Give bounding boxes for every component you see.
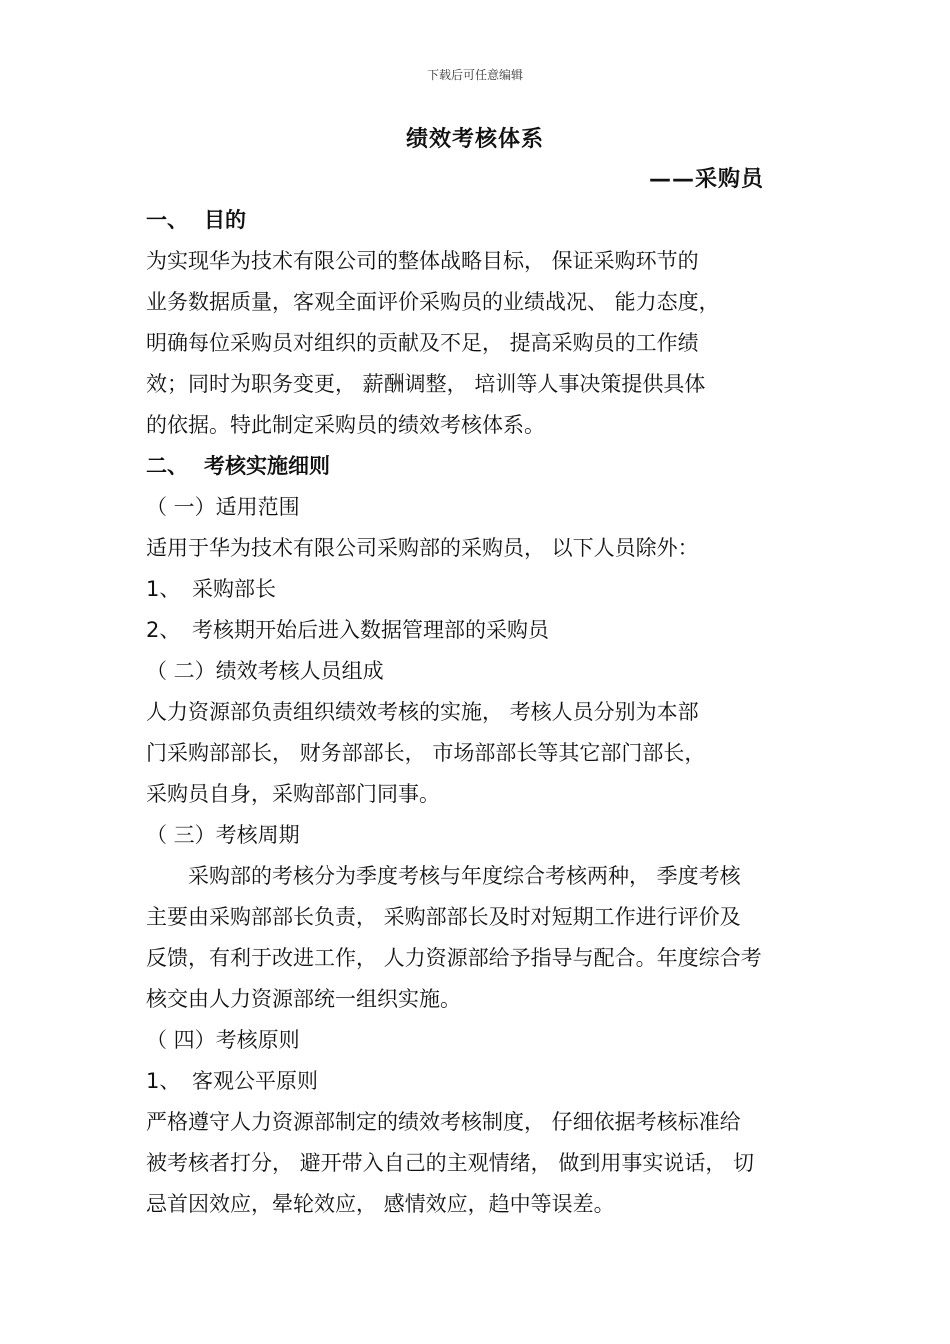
paragraph-line: 忌首因效应，晕轮效应， 感情效应，趋中等误差。: [146, 1192, 615, 1216]
paragraph-line: 反馈，有利于改进工作， 人力资源部给予指导与配合。年度综合考: [146, 946, 762, 970]
list-number: 1、: [146, 577, 181, 601]
document-title: 绩效考核体系: [405, 127, 544, 152]
list-item: [146, 610, 810, 651]
period-paragraph: [146, 856, 810, 1020]
download-note: 下载后可任意编辑: [426, 68, 523, 82]
subsection-heading-period: （ 三）考核周期: [146, 823, 300, 847]
paragraph-line: 主要由采购部部长负责， 采购部部长及时对短期工作进行评价及: [146, 905, 741, 929]
section-heading-implementation: [146, 446, 810, 487]
paragraph-line: 人力资源部负责组织绩效考核的实施， 考核人员分别为本部: [146, 700, 699, 724]
scope-intro: 适用于华为技术有限公司采购部的采购员， 以下人员除外：: [146, 536, 699, 560]
section-number: 二、: [146, 454, 188, 478]
document-body: [146, 200, 810, 1225]
principles-paragraph: [146, 1102, 810, 1225]
section-title: 考核实施细则: [204, 454, 330, 478]
paragraph-line: 为实现华为技术有限公司的整体战略目标， 保证采购环节的: [146, 249, 699, 273]
list-item: [146, 569, 810, 610]
list-text: 客观公平原则: [192, 1069, 318, 1093]
subsection-heading-scope: （ 一）适用范围: [146, 495, 300, 519]
paragraph-line: 明确每位采购员对组织的贡献及不足， 提高采购员的工作绩: [146, 331, 699, 355]
paragraph-line: 的依据。特此制定采购员的绩效考核体系。: [146, 413, 545, 437]
paragraph-line: 效；同时为职务变更， 薪酬调整， 培训等人事决策提供具体: [146, 372, 706, 396]
section-number: 一、: [146, 208, 188, 232]
list-number: 1、: [146, 1069, 181, 1093]
paragraph-line: 严格遵守人力资源部制定的绩效考核制度， 仔细依据考核标准给: [146, 1110, 741, 1134]
list-number: 2、: [146, 618, 181, 642]
paragraph-line: 采购部的考核分为季度考核与年度综合考核两种， 季度考核: [188, 864, 741, 888]
paragraph-line: 核交由人力资源部统一组织实施。: [146, 987, 461, 1011]
paragraph-line: 业务数据质量，客观全面评价采购员的业绩战况、 能力态度，: [146, 290, 720, 314]
list-text: 采购部长: [192, 577, 276, 601]
list-item: [146, 1061, 810, 1102]
purpose-paragraph: [146, 241, 810, 446]
section-title: 目的: [204, 208, 246, 232]
paragraph-line: 门采购部部长， 财务部部长， 市场部部长等其它部门部长，: [146, 741, 706, 765]
list-text: 考核期开始后进入数据管理部的采购员: [192, 618, 549, 642]
subsection-heading-principles: （ 四）考核原则: [146, 1028, 300, 1052]
subsection-heading-personnel: （ 二）绩效考核人员组成: [146, 659, 384, 683]
document-subtitle: ——采购员: [648, 167, 764, 192]
paragraph-line: 被考核者打分， 避开带入自己的主观情绪， 做到用事实说话， 切: [146, 1151, 755, 1175]
section-heading-purpose: [146, 200, 810, 241]
personnel-paragraph: [146, 692, 810, 815]
paragraph-line: 采购员自身，采购部部门同事。: [146, 782, 440, 806]
